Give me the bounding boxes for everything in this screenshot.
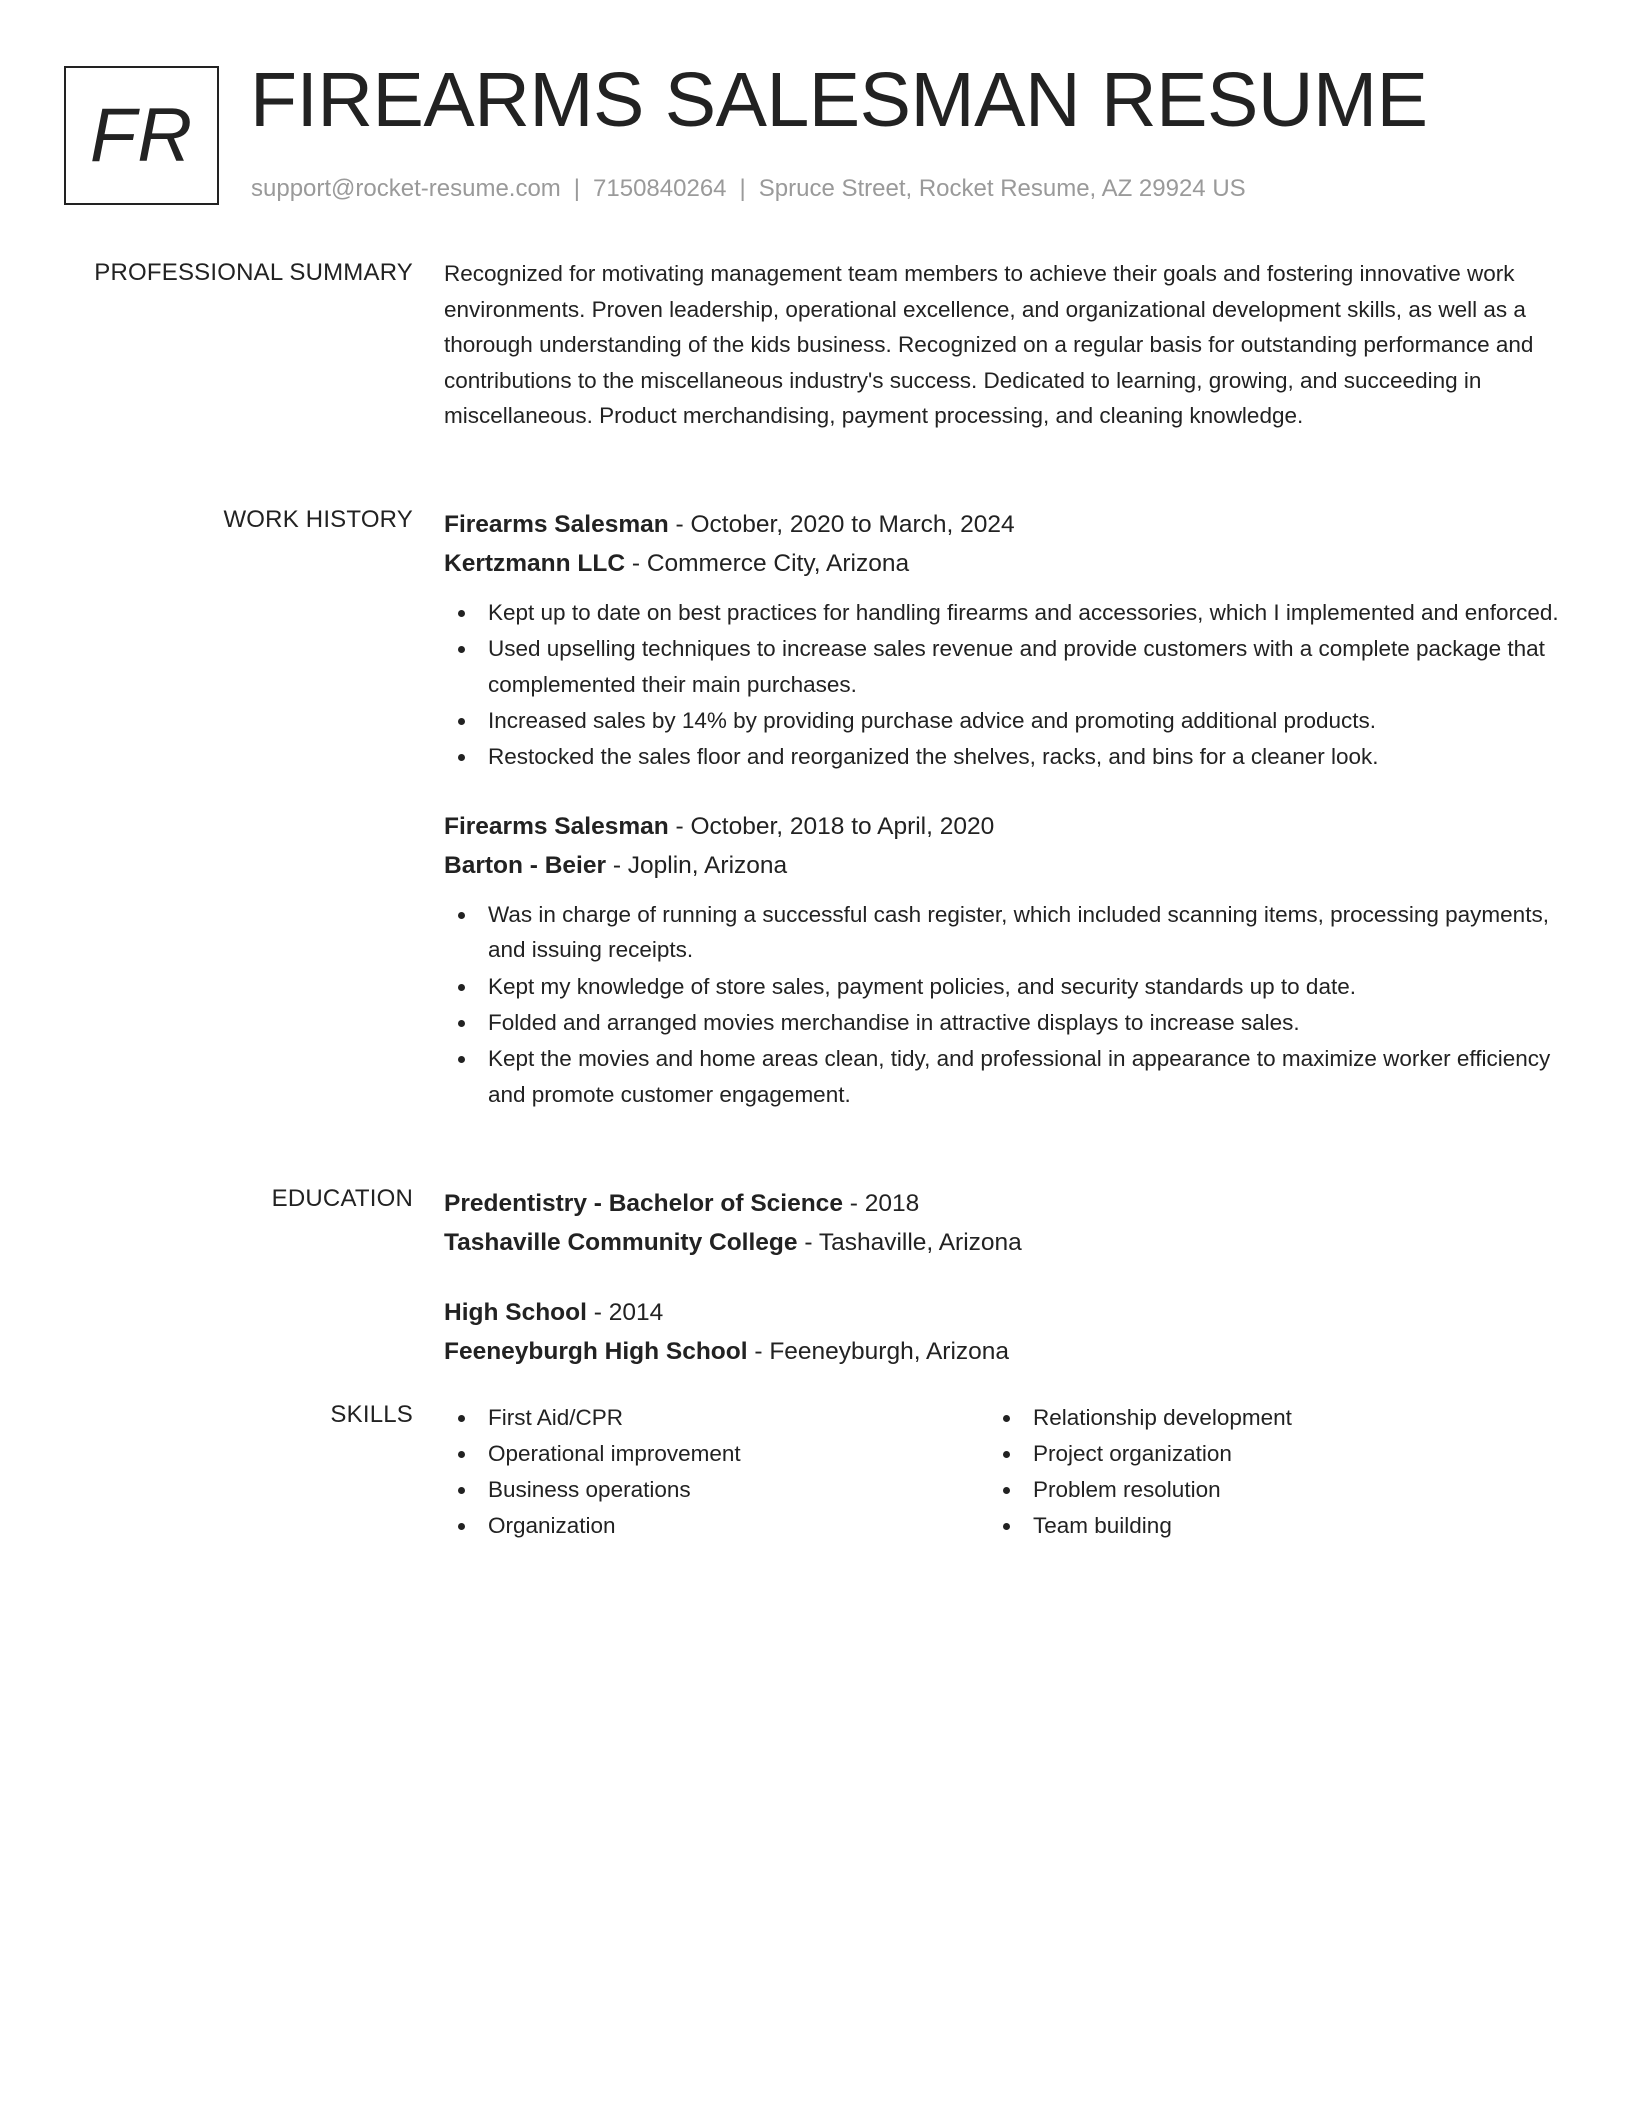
- skill-item: [444, 1508, 989, 1544]
- bullet-dot-icon: [458, 646, 465, 653]
- bullet-dot-icon: [458, 1451, 465, 1458]
- skills-column-right: [989, 1400, 1534, 1544]
- skill-text: Operational improvement: [488, 1441, 741, 1466]
- skills-column-left: [444, 1400, 989, 1544]
- bullet-dot-icon: [458, 610, 465, 617]
- skills-body: [444, 1400, 1564, 1544]
- contact-separator: |: [573, 175, 581, 202]
- education-year: - 2014: [586, 1299, 664, 1326]
- education-location: - Feeneyburgh, Arizona: [747, 1338, 1010, 1365]
- job-bullet: [444, 595, 1564, 631]
- education-degree: High School: [444, 1299, 587, 1326]
- job-bullet-text: Kept up to date on best practices for handling firearms and accessories, which I implemented and enforced.: [488, 600, 1559, 625]
- job-bullet: [444, 703, 1564, 739]
- education-school: Tashaville Community College: [444, 1229, 798, 1256]
- job-bullets: [444, 897, 1564, 1112]
- job-title-line: [444, 505, 1564, 544]
- bullet-dot-icon: [1003, 1523, 1010, 1530]
- job-title: Firearms Salesman: [444, 511, 669, 538]
- job-company-line: [444, 544, 1564, 583]
- education-entry: [444, 1293, 1564, 1371]
- summary-text: Recognized for motivating management team members to achieve their goals and fostering innovative work environments. Proven leadership, operational excellence, and organizational development skills, as well as a thorough understanding of the kids business. Recognized on a regular basis for outstanding performance and contributions to the miscellaneous industry's success. Dedicated to learning, growing, and succeeding in miscellaneous. Product merchandising, payment processing, and cleaning knowledge.: [444, 261, 1534, 429]
- job-bullet-text: Was in charge of running a successful cash register, which included scanning items, processing payments, and issuing receipts.: [488, 901, 1549, 963]
- job-bullet-text: Kept my knowledge of store sales, payment policies, and security standards up to date.: [488, 973, 1356, 999]
- bullet-dot-icon: [458, 1020, 465, 1027]
- job-title-line: [444, 807, 1564, 846]
- job-dates: - October, 2020 to March, 2024: [668, 511, 1015, 538]
- job-bullet: [444, 1041, 1564, 1112]
- job-location: - Joplin, Arizona: [606, 851, 788, 879]
- contact-phone: 7150840264: [593, 175, 727, 202]
- skill-text: Business operations: [488, 1477, 691, 1502]
- section-label-skills: SKILLS: [330, 1401, 413, 1428]
- job-bullet: [444, 969, 1564, 1005]
- work-history-body: [444, 505, 1564, 1113]
- job-bullet: [444, 897, 1564, 968]
- education-degree-line: [444, 1184, 1564, 1223]
- education-entry: [444, 1184, 1564, 1262]
- skill-item: [989, 1472, 1534, 1508]
- section-label-work-history: WORK HISTORY: [223, 506, 413, 533]
- job-title: Firearms Salesman: [444, 812, 669, 840]
- resume-title: FIREARMS SALESMAN RESUME: [250, 57, 1428, 143]
- skill-item: [989, 1508, 1534, 1544]
- contact-line: [251, 174, 1246, 204]
- education-location: - Tashaville, Arizona: [797, 1229, 1022, 1256]
- bullet-dot-icon: [458, 912, 465, 919]
- job-bullet-text: Used upselling techniques to increase sales revenue and provide customers with a complete package that complemented their main purchases.: [488, 636, 1545, 697]
- job-bullet-text: Restocked the sales floor and reorganized the shelves, racks, and bins for a cleaner look.: [488, 744, 1379, 770]
- skill-text: Relationship development: [1033, 1405, 1292, 1430]
- summary-body: [444, 258, 1564, 434]
- job-company: Kertzmann LLC: [444, 550, 626, 577]
- job-bullet-text: Folded and arranged movies merchandise in attractive displays to increase sales.: [488, 1009, 1300, 1035]
- bullet-dot-icon: [458, 1523, 465, 1530]
- education-year: - 2018: [842, 1190, 920, 1217]
- job-entry: [444, 807, 1564, 1112]
- bullet-dot-icon: [1003, 1487, 1010, 1494]
- skill-text: Team building: [1033, 1513, 1172, 1538]
- bullet-dot-icon: [1003, 1451, 1010, 1458]
- education-school: Feeneyburgh High School: [444, 1338, 748, 1365]
- bullet-dot-icon: [458, 1056, 465, 1063]
- education-school-line: [444, 1332, 1564, 1371]
- skill-item: [444, 1436, 989, 1472]
- job-bullet-text: Kept the movies and home areas clean, tidy, and professional in appearance to maximize worker efficiency and promote customer engagement.: [488, 1045, 1551, 1107]
- monogram-badge: [64, 66, 219, 205]
- bullet-dot-icon: [458, 718, 465, 725]
- section-label-summary: PROFESSIONAL SUMMARY: [94, 259, 413, 286]
- job-bullets: [444, 595, 1564, 775]
- job-dates: - October, 2018 to April, 2020: [668, 812, 995, 840]
- bullet-dot-icon: [1003, 1415, 1010, 1422]
- skill-item: [989, 1436, 1534, 1472]
- section-label-education: EDUCATION: [271, 1185, 413, 1212]
- bullet-dot-icon: [458, 1487, 465, 1494]
- monogram-text: FR: [89, 93, 194, 178]
- job-bullet-text: Increased sales by 14% by providing purchase advice and promoting additional products.: [488, 707, 1377, 733]
- skill-text: Organization: [488, 1513, 616, 1538]
- job-location: - Commerce City, Arizona: [625, 550, 910, 577]
- contact-email: support@rocket-resume.com: [251, 175, 561, 202]
- job-entry: [444, 505, 1564, 775]
- skill-text: First Aid/CPR: [488, 1405, 624, 1430]
- job-bullet: [444, 1005, 1564, 1041]
- job-bullet: [444, 739, 1564, 775]
- skills-grid: [444, 1400, 1564, 1544]
- bullet-dot-icon: [458, 1415, 465, 1422]
- skill-item: [989, 1400, 1534, 1436]
- job-company: Barton - Beier: [444, 851, 607, 879]
- education-body: [444, 1184, 1564, 1371]
- skill-text: Project organization: [1033, 1441, 1232, 1466]
- bullet-dot-icon: [458, 754, 465, 761]
- skill-item: [444, 1472, 989, 1508]
- skill-item: [444, 1400, 989, 1436]
- education-degree: Predentistry - Bachelor of Science: [444, 1190, 843, 1217]
- contact-separator: |: [739, 175, 746, 202]
- skill-text: Problem resolution: [1033, 1477, 1221, 1502]
- job-bullet: [444, 631, 1564, 702]
- education-degree-line: [444, 1293, 1564, 1332]
- contact-address: Spruce Street, Rocket Resume, AZ 29924 US: [758, 175, 1246, 202]
- bullet-dot-icon: [458, 984, 465, 991]
- job-company-line: [444, 846, 1564, 885]
- education-school-line: [444, 1223, 1564, 1262]
